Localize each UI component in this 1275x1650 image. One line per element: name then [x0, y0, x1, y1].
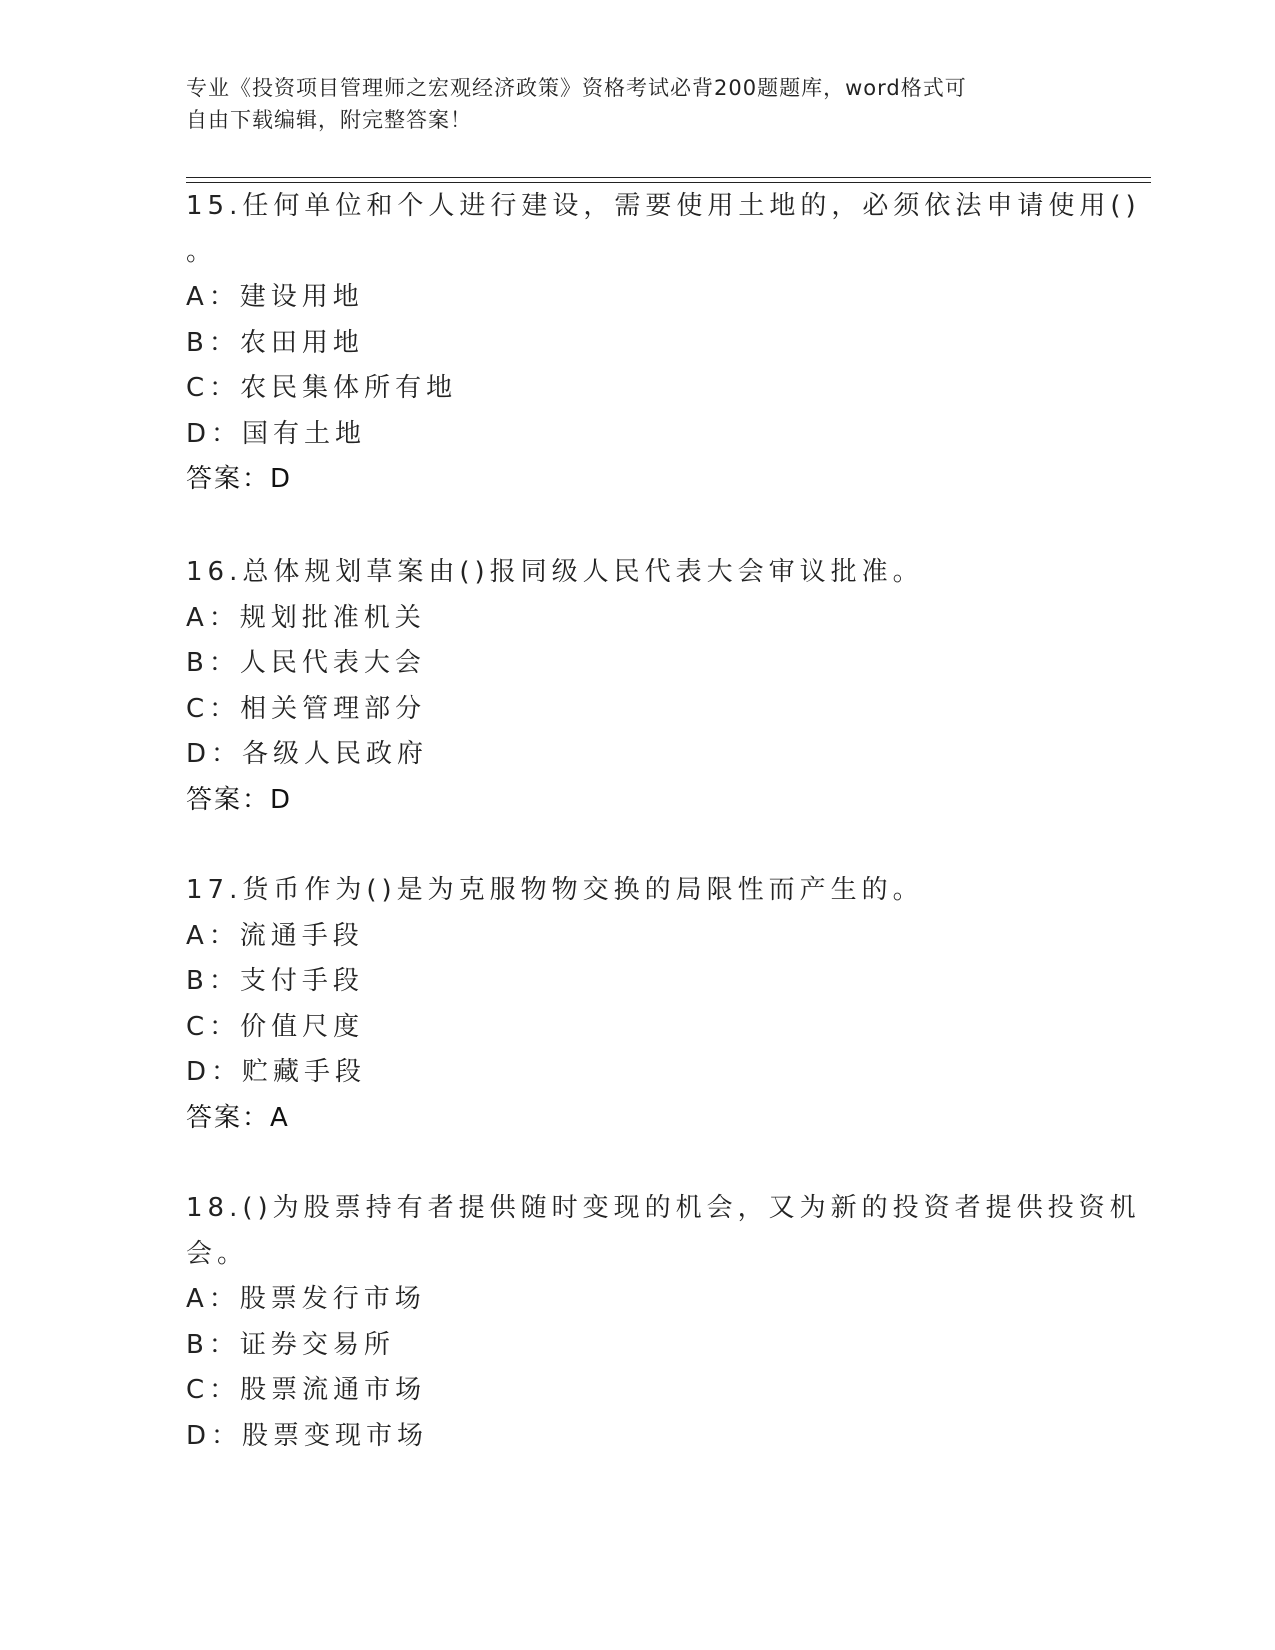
option-d: D：股票变现市场 — [186, 1420, 429, 1451]
question-text: 16.总体规划草案由()报同级人民代表大会审议批准。 — [186, 557, 924, 587]
header-divider-bottom — [186, 182, 1151, 183]
option-a: A：规划批准机关 — [186, 602, 426, 633]
question-text: 17.货币作为()是为克服物物交换的局限性而产生的。 — [186, 875, 924, 905]
header-line-2: 自由下载编辑，附完整答案！ — [186, 108, 472, 132]
option-a: A：股票发行市场 — [186, 1284, 426, 1314]
option-c: C：价值尺度 — [186, 1011, 365, 1042]
header-line-1: 专业《投资项目管理师之宏观经济政策》资格考试必背200题题库，word格式可 — [186, 76, 967, 100]
option-b: B：支付手段 — [186, 966, 364, 996]
option-b: B：农田用地 — [186, 327, 364, 358]
option-b: B：人民代表大会 — [186, 648, 426, 678]
question-text: 18.()为股票持有者提供随时变现的机会，又为新的投资者提供投资机 — [186, 1193, 1141, 1223]
answer-label: 答案：D — [186, 464, 293, 494]
option-c: C：股票流通市场 — [186, 1375, 427, 1405]
header-divider-top — [186, 177, 1151, 178]
option-a: A：流通手段 — [186, 920, 364, 951]
option-d: D：国有土地 — [186, 418, 367, 449]
question-18 — [186, 1186, 1141, 1459]
question-15 — [186, 184, 1141, 503]
question-text-continued: 会。 — [186, 1238, 249, 1269]
option-d: D：贮藏手段 — [186, 1057, 367, 1087]
question-17 — [186, 868, 1086, 1141]
option-d: D：各级人民政府 — [186, 739, 429, 769]
option-c: C：农民集体所有地 — [186, 373, 458, 403]
document-header — [186, 72, 1066, 136]
answer-label: 答案：A — [186, 1102, 290, 1133]
option-b: B：证券交易所 — [186, 1329, 395, 1360]
question-text: 15.任何单位和个人进行建设，需要使用土地的，必须依法申请使用() — [186, 191, 1141, 221]
question-text-continued: 。 — [186, 236, 218, 267]
option-c: C：相关管理部分 — [186, 693, 427, 724]
option-a: A：建设用地 — [186, 282, 364, 312]
answer-label: 答案：D — [186, 784, 293, 815]
question-16 — [186, 550, 1086, 823]
